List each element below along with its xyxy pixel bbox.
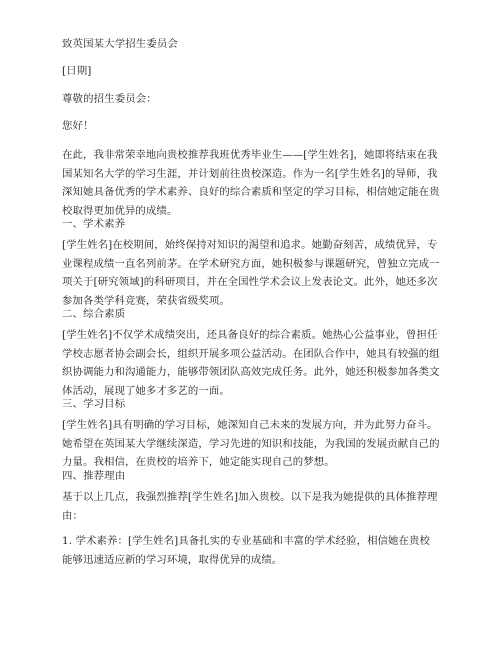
paragraph-line: 学校志愿者协会副会长，组织开展多项公益活动。在团队合作中，她具有较强的组 xyxy=(62,347,440,360)
letter-date: [日期] xyxy=(62,65,92,77)
paragraph-line: 体活动，展现了她多才多艺的一面。 xyxy=(62,384,230,397)
paragraph-line: 力量。我相信，在贵校的培养下，她定能实现自己的梦想。 xyxy=(62,456,335,468)
paragraph-line: 项关于[研究领域]的科研项目，并在全国性学术会议上发表论文。此外，她还多次 xyxy=(62,276,438,288)
section-heading: 四、推荐理由 xyxy=(62,470,126,482)
paragraph-line: [学生姓名]不仅学术成绩突出，还具备良好的综合素质。她热心公益事业，曾担任 xyxy=(62,329,438,341)
greeting: 您好！ xyxy=(62,120,94,132)
letter-title: 致英国某大学招生委员会 xyxy=(62,38,178,50)
intro-paragraph xyxy=(62,146,446,220)
paragraph-line: 织协调能力和沟通能力，能够带领团队高效完成任务。此外，她还积极参加各类文 xyxy=(62,366,440,378)
paragraph-line: 参加各类学科竞赛，荣获省级奖项。 xyxy=(62,294,230,307)
section-heading: 三、学习目标 xyxy=(62,398,126,410)
section-paragraph xyxy=(62,416,446,472)
paragraph-line: 深知她具备优秀的学术素养、良好的综合素质和坚定的学习目标，相信她定能在贵 xyxy=(62,186,440,198)
paragraph-line: 由： xyxy=(62,509,83,522)
paragraph-line: [学生姓名]具有明确的学习目标，她深知自己未来的发展方向，并为此努力奋斗。 xyxy=(62,419,438,431)
paragraph-line: 校取得更加优异的成绩。 xyxy=(62,204,178,217)
paragraph-line: 她希望在英国某大学继续深造，学习先进的知识和技能，为我国的发展贡献自己的 xyxy=(62,437,440,450)
paragraph-line: 基于以上几点，我强烈推荐[学生姓名]加入贵校。以下是我为她提供的具体推荐理 xyxy=(62,491,438,503)
section-paragraph xyxy=(62,488,446,525)
section-heading: 一、学术素养 xyxy=(62,218,126,230)
list-item-continuation: 能够迅速适应新的学习环境，取得优异的成绩。 xyxy=(62,553,283,566)
recommendation-list xyxy=(62,532,446,569)
section-paragraph xyxy=(62,326,446,400)
paragraph-line: [学生姓名]在校期间，始终保持对知识的渴望和追求。她勤奋刻苦，成绩优异，专 xyxy=(62,239,438,251)
paragraph-line: 在此，我非常荣幸地向贵校推荐我班优秀毕业生——[学生姓名]，她即将结束在我 xyxy=(62,149,438,161)
section-paragraph xyxy=(62,236,446,310)
section-heading: 二、综合素质 xyxy=(62,308,126,320)
list-item: 1. 学术素养：[学生姓名]具备扎实的专业基础和丰富的学术经验，相信她在贵校 xyxy=(62,535,431,547)
paragraph-line: 国某知名大学的学习生涯，并计划前往贵校深造。作为一名[学生姓名]的导师，我 xyxy=(62,167,438,180)
paragraph-line: 业课程成绩一直名列前茅。在学术研究方面，她积极参与课题研究，曾独立完成一 xyxy=(62,257,440,270)
salutation: 尊敬的招生委员会： xyxy=(62,93,157,105)
